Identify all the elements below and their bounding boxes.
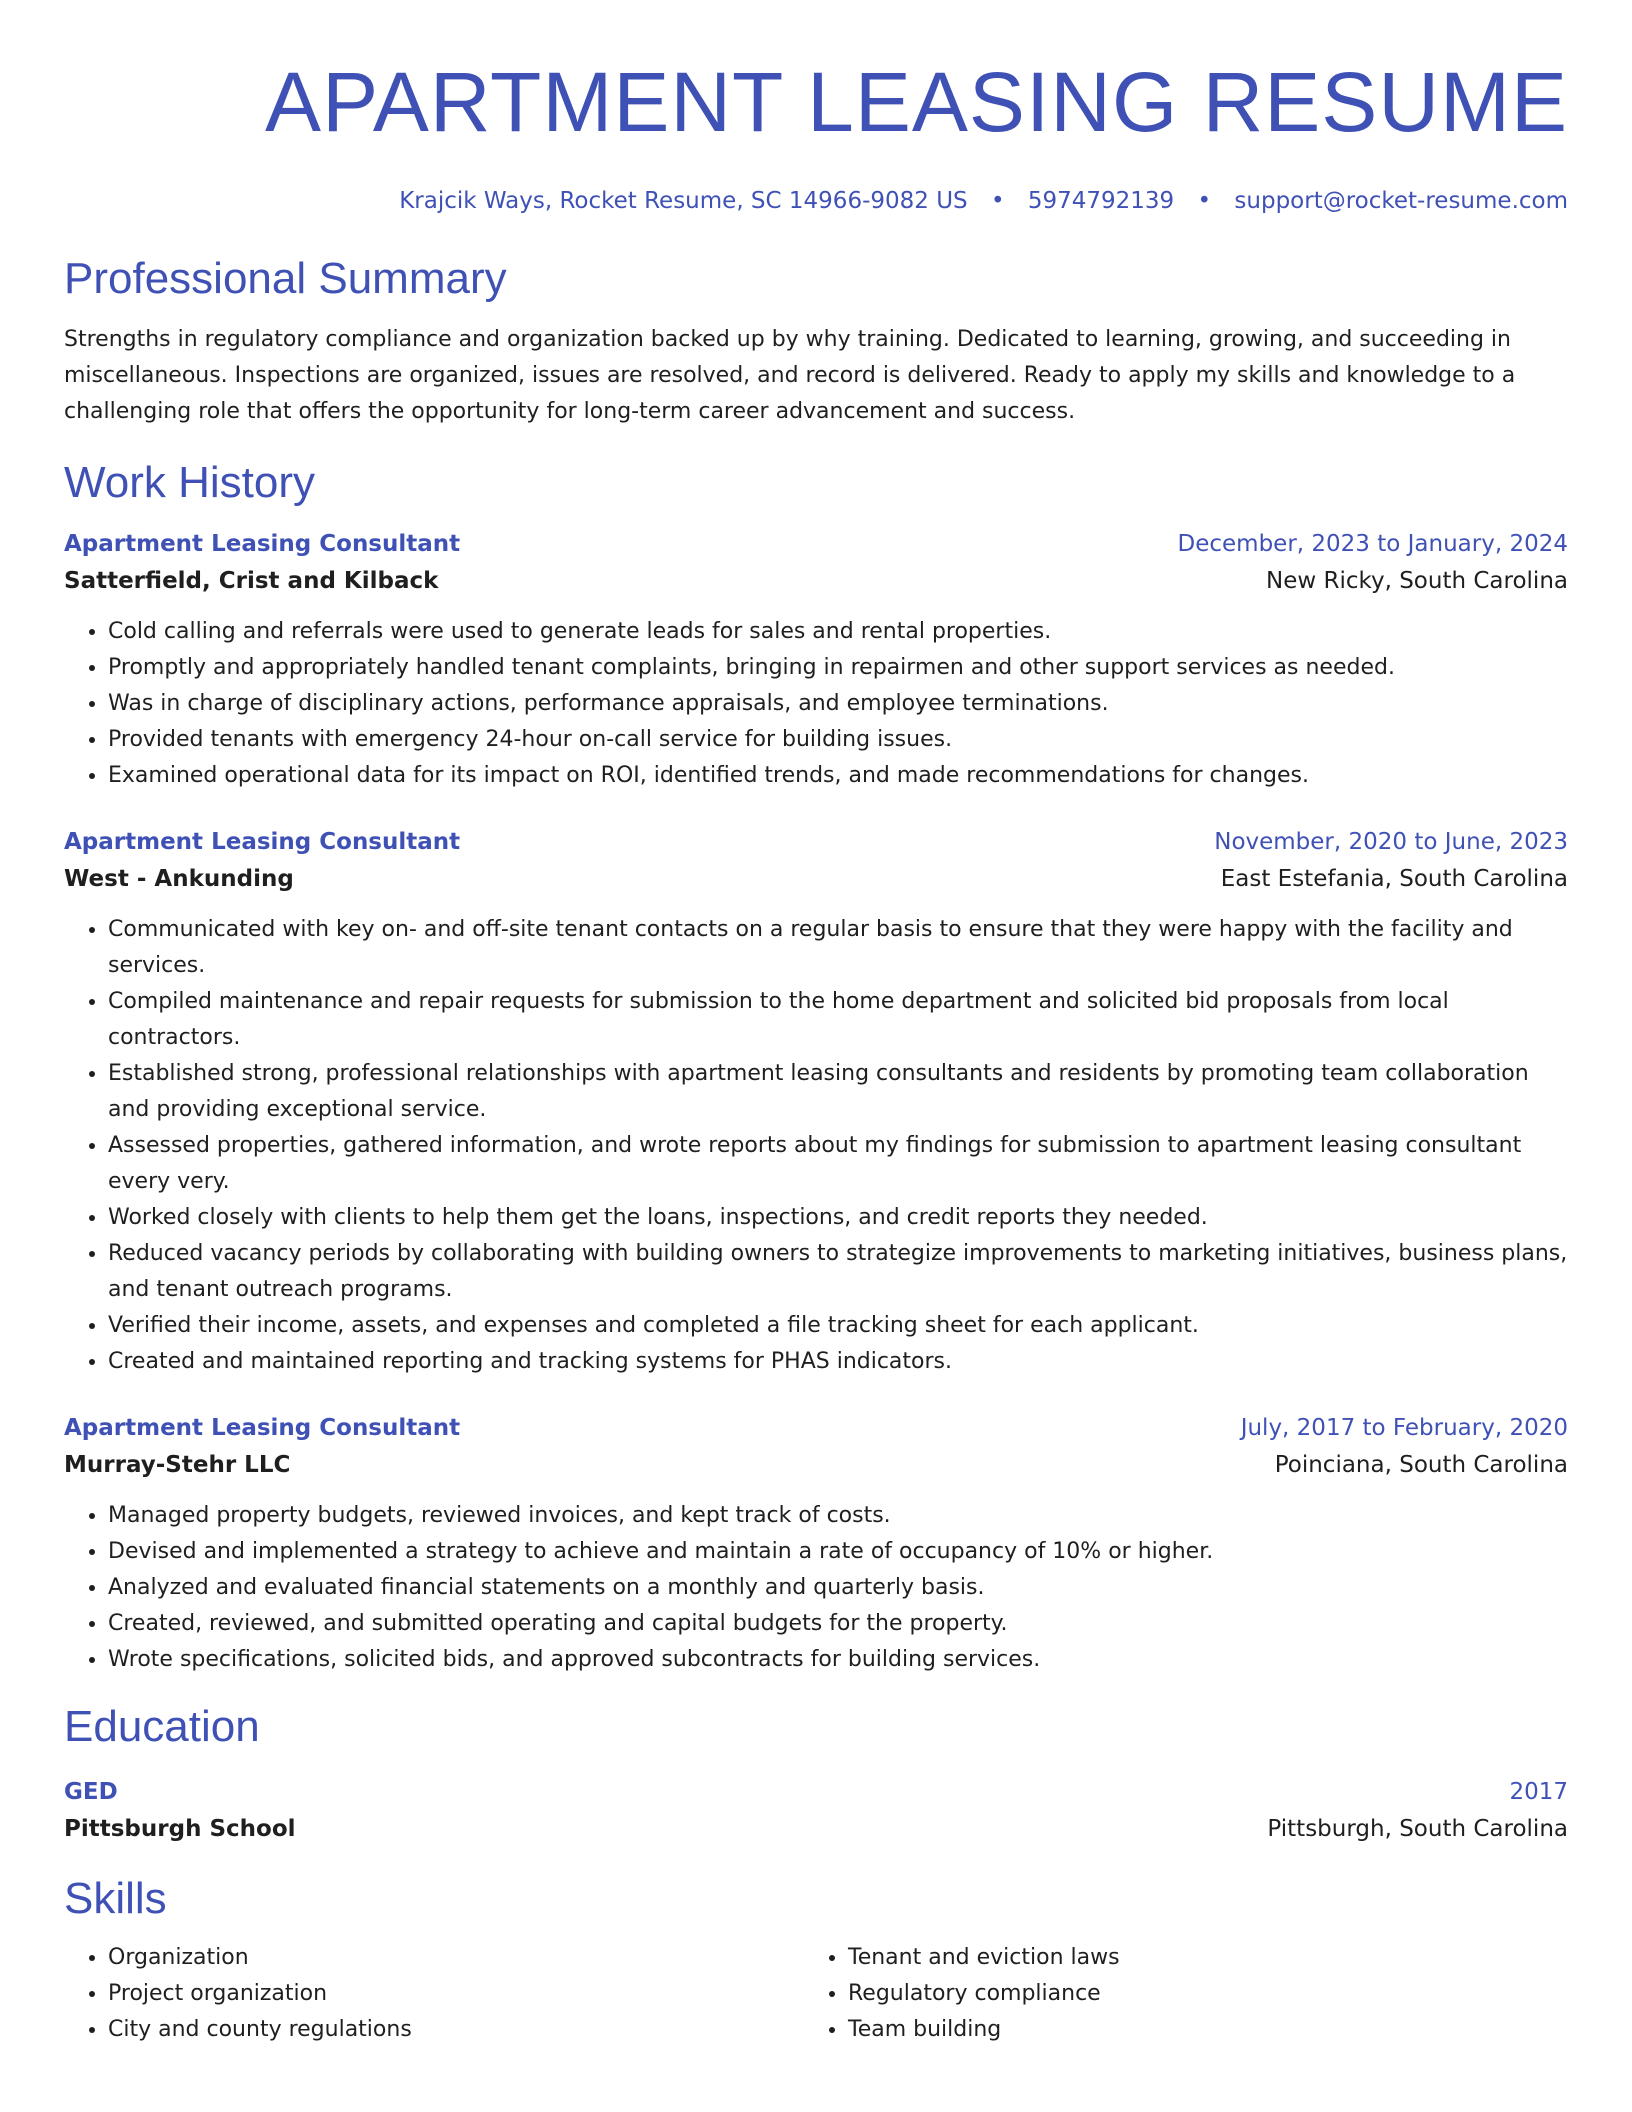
skill-item: • Regulatory compliance xyxy=(848,1976,1544,2012)
job-bullet: • Promptly and appropriately handled tenant complaints, bringing in repairmen and other support services as needed. xyxy=(108,650,1568,686)
job-company: West - Ankunding xyxy=(64,866,294,892)
job-list xyxy=(64,526,1568,1678)
job-title: Apartment Leasing Consultant xyxy=(64,1415,461,1441)
summary-text: Strengths in regulatory compliance and organization backed up by why training. Dedicated to learning, growing, and succeeding in miscellaneous. Inspections are organized, issues are resolved, and record is delivered. Ready to apply my skills and knowledge to a challenging role that offers the opportunity for long-term career advancement and success. xyxy=(64,327,1516,424)
contact-line xyxy=(64,186,1568,216)
job-entry xyxy=(64,526,1568,794)
job-bullet: • Compiled maintenance and repair requests for submission to the home department and solicited bid proposals from local contractors. xyxy=(108,984,1568,1056)
section-heading-work-history: Work History xyxy=(64,458,315,507)
job-title: Apartment Leasing Consultant xyxy=(64,829,461,855)
resume-header xyxy=(64,0,1568,216)
education-year: 2017 xyxy=(1509,1779,1568,1805)
job-bullet-list xyxy=(64,614,1568,794)
skills-column-right xyxy=(804,1940,1544,2048)
contact-phone: 5974792139 xyxy=(1027,188,1175,214)
skill-item: • City and county regulations xyxy=(108,2012,804,2048)
job-bullet: • Cold calling and referrals were used to generate leads for sales and rental properties. xyxy=(108,614,1568,650)
education-degree: GED xyxy=(64,1779,118,1805)
job-bullet: • Reduced vacancy periods by collaborating with building owners to strategize improvements to marketing initiatives, business plans, and tenant outreach programs. xyxy=(108,1236,1568,1308)
section-heading-education: Education xyxy=(64,1702,260,1751)
job-bullet-list xyxy=(64,912,1568,1380)
contact-address: Krajcik Ways, Rocket Resume, SC 14966-9082 US xyxy=(399,188,968,214)
job-entry xyxy=(64,1410,1568,1678)
job-bullet: • Assessed properties, gathered information, and wrote reports about my findings for submission to apartment leasing consultant every very. xyxy=(108,1128,1568,1200)
work-history-section xyxy=(64,456,1568,1678)
job-bullet: • Created, reviewed, and submitted operating and capital budgets for the property. xyxy=(108,1606,1568,1642)
contact-email: support@rocket-resume.com xyxy=(1234,188,1568,214)
job-bullet: • Analyzed and evaluated financial statements on a monthly and quarterly basis. xyxy=(108,1570,1568,1606)
skill-item: • Team building xyxy=(848,2012,1544,2048)
job-location: New Ricky, South Carolina xyxy=(1265,568,1568,594)
job-bullet: • Verified their income, assets, and expenses and completed a file tracking sheet for each applicant. xyxy=(108,1308,1568,1344)
summary-section xyxy=(64,252,1568,430)
job-bullet-list xyxy=(64,1498,1568,1678)
skill-item: • Organization xyxy=(108,1940,804,1976)
resume-title: APARTMENT LEASING RESUME xyxy=(265,55,1568,149)
job-bullet: • Managed property budgets, reviewed invoices, and kept track of costs. xyxy=(108,1498,1568,1534)
contact-separator: • xyxy=(1197,188,1212,214)
job-bullet: • Established strong, professional relationships with apartment leasing consultants and residents by promoting team collaboration and providing exceptional service. xyxy=(108,1056,1568,1128)
job-bullet: • Was in charge of disciplinary actions, performance appraisals, and employee terminations. xyxy=(108,686,1568,722)
job-company: Murray-Stehr LLC xyxy=(64,1452,291,1478)
job-bullet: • Examined operational data for its impact on ROI, identified trends, and made recommendations for changes. xyxy=(108,758,1568,794)
job-dates: July, 2017 to February, 2020 xyxy=(1240,1415,1568,1441)
section-heading-skills: Skills xyxy=(64,1874,167,1923)
education-school: Pittsburgh School xyxy=(64,1816,296,1842)
skills-column-left xyxy=(64,1940,804,2048)
job-bullet: • Worked closely with clients to help them get the loans, inspections, and credit reports they needed. xyxy=(108,1200,1568,1236)
job-bullet: • Communicated with key on- and off-site tenant contacts on a regular basis to ensure that they were happy with the facility and services. xyxy=(108,912,1568,984)
job-title: Apartment Leasing Consultant xyxy=(64,531,461,557)
skills-columns xyxy=(64,1940,1568,2048)
skill-item: • Tenant and eviction laws xyxy=(848,1940,1544,1976)
job-bullet: • Created and maintained reporting and tracking systems for PHAS indicators. xyxy=(108,1344,1568,1380)
job-entry xyxy=(64,824,1568,1380)
education-section xyxy=(64,1700,1568,1848)
job-location: Poinciana, South Carolina xyxy=(1274,1452,1568,1478)
job-dates: December, 2023 to January, 2024 xyxy=(1177,531,1568,557)
job-bullet: • Devised and implemented a strategy to achieve and maintain a rate of occupancy of 10% or higher. xyxy=(108,1534,1568,1570)
skills-section xyxy=(64,1872,1568,2048)
section-heading-summary: Professional Summary xyxy=(64,254,507,303)
job-dates: November, 2020 to June, 2023 xyxy=(1214,829,1568,855)
skill-item: • Project organization xyxy=(108,1976,804,2012)
job-bullet: • Provided tenants with emergency 24-hour on-call service for building issues. xyxy=(108,722,1568,758)
job-location: East Estefania, South Carolina xyxy=(1220,866,1568,892)
job-bullet: • Wrote specifications, solicited bids, and approved subcontracts for building services. xyxy=(108,1642,1568,1678)
contact-separator: • xyxy=(990,188,1005,214)
education-entry xyxy=(64,1774,1568,1848)
job-company: Satterfield, Crist and Kilback xyxy=(64,568,439,594)
education-location: Pittsburgh, South Carolina xyxy=(1267,1816,1568,1842)
